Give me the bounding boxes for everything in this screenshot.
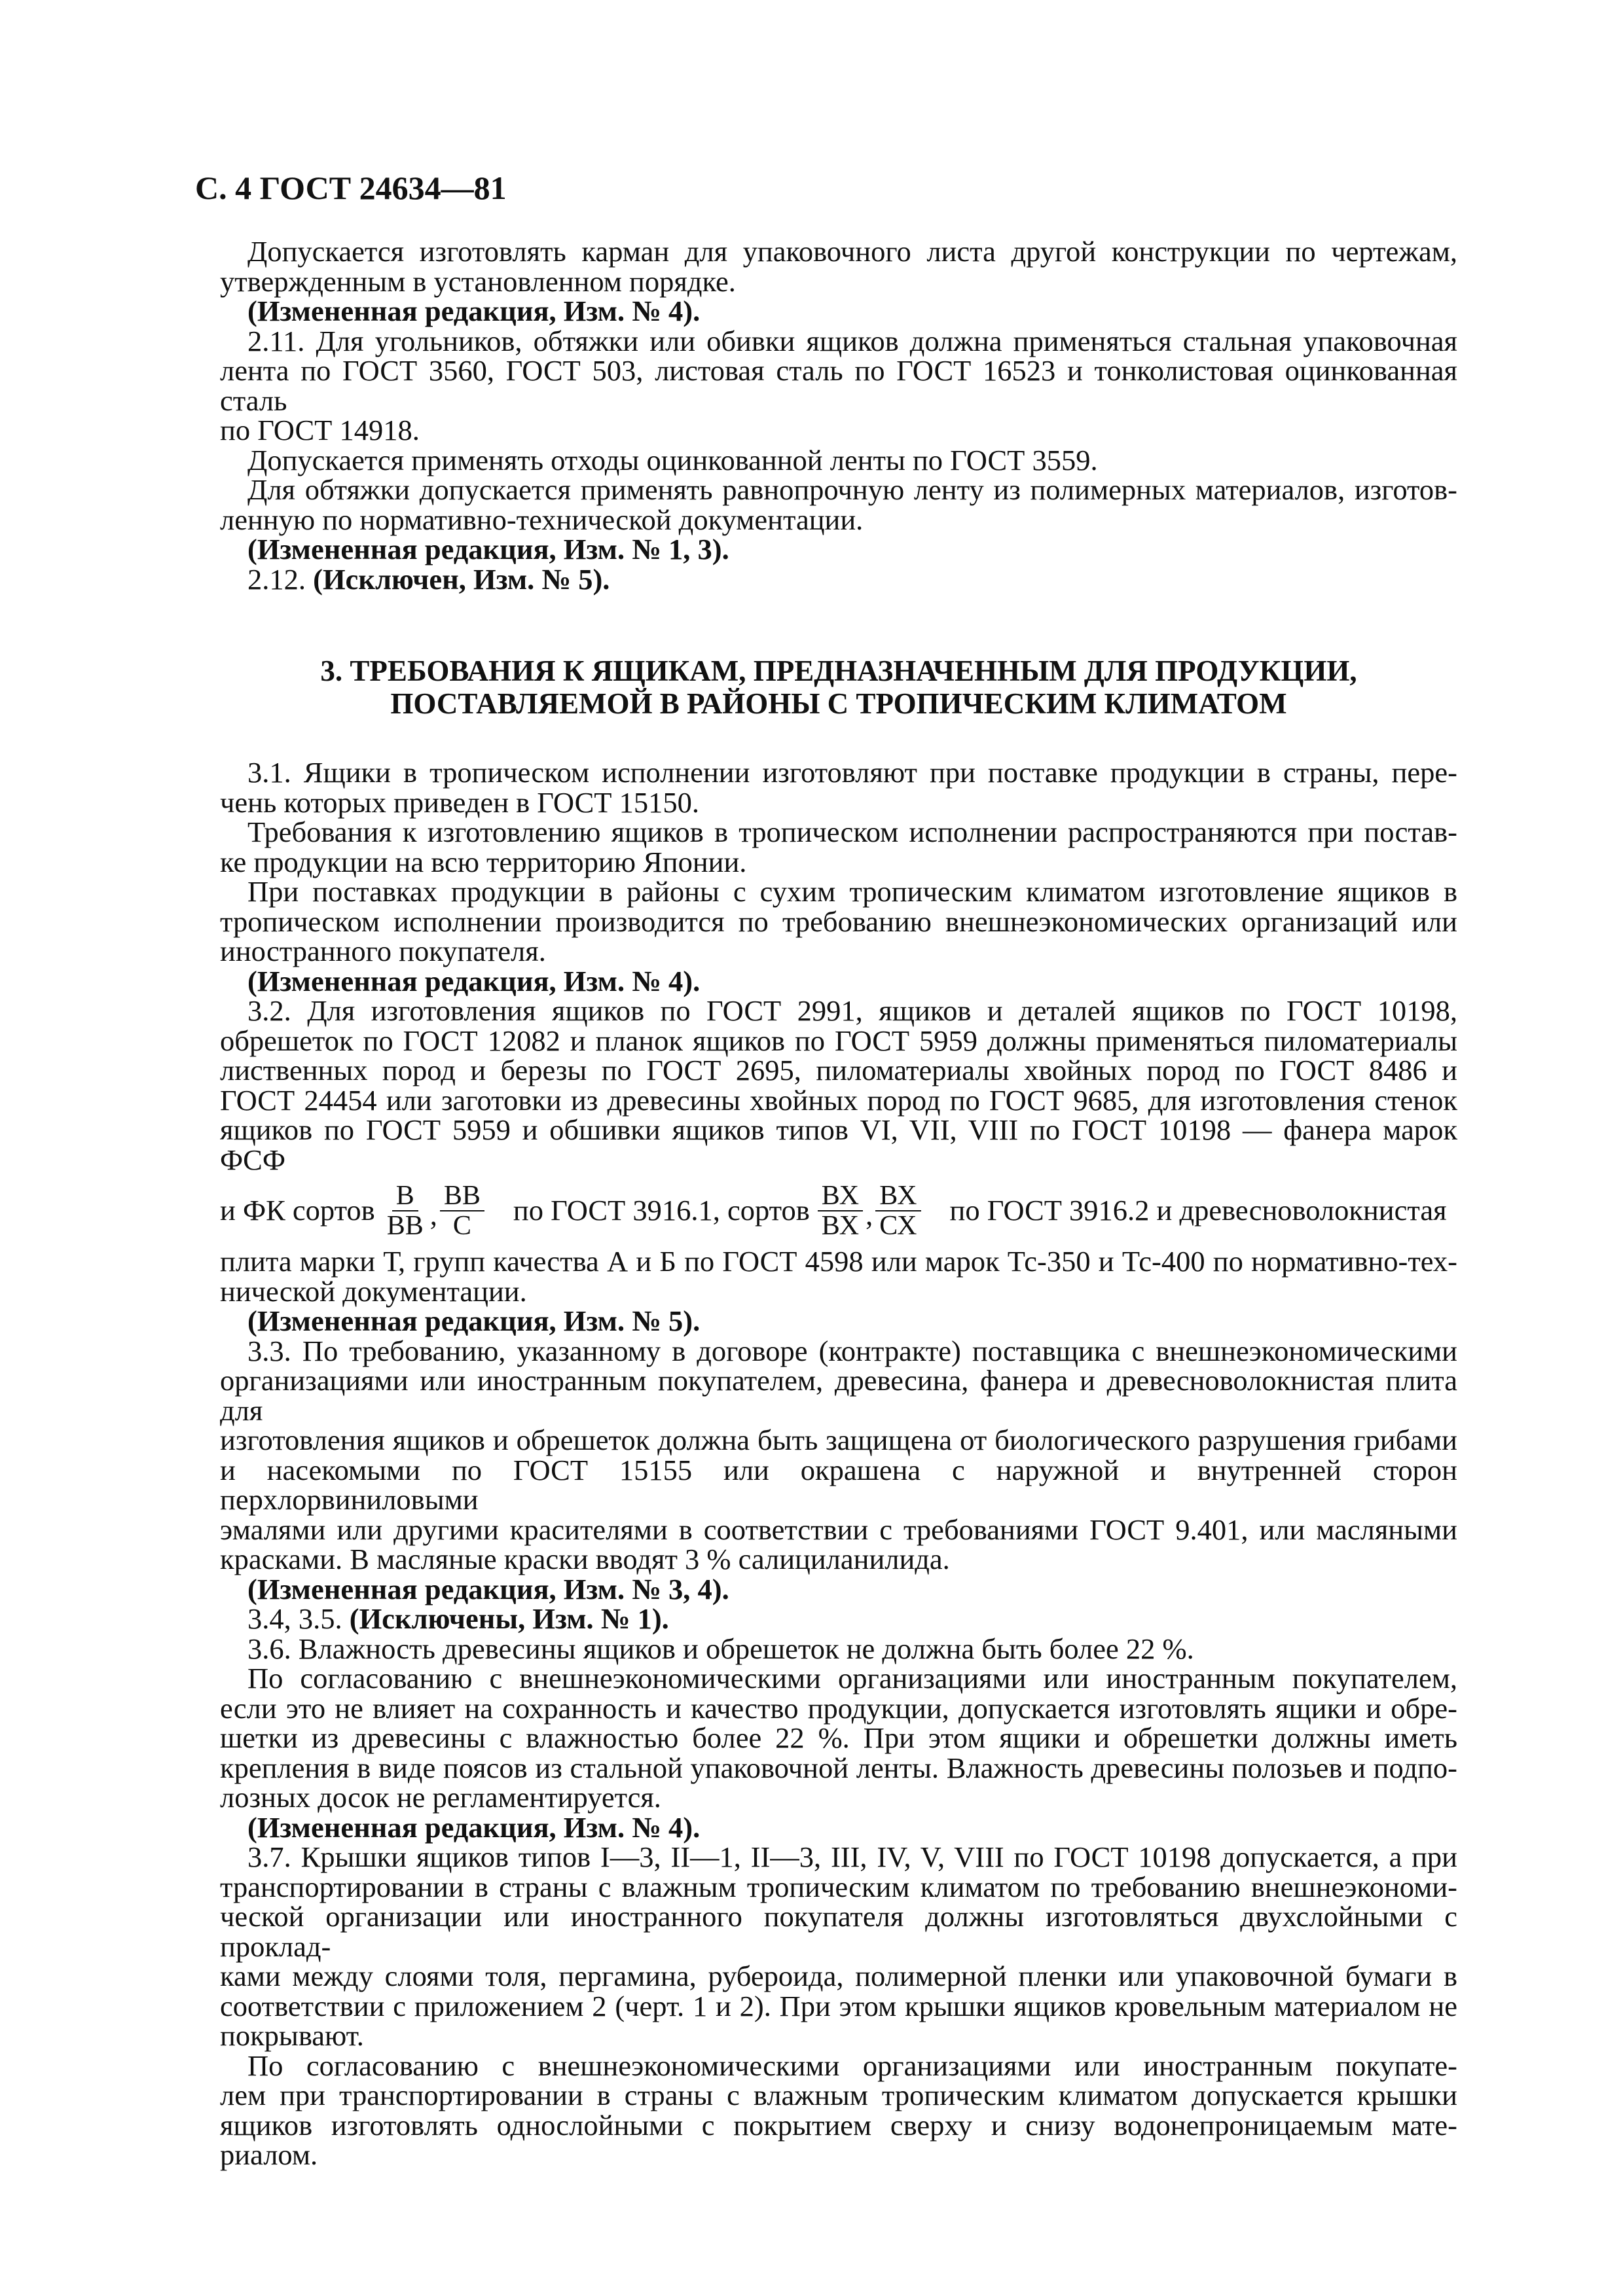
clause-3-1-line: При поставках продукции в районы с сухим тропическим климатом изготовление ящиков в: [247, 875, 1457, 908]
clause-3-4-3-5-text: (Исключены, Изм. № 1).: [349, 1602, 669, 1635]
clause-2-11-line: Для обтяжки допускается применять равнопрочную ленту из полимерных материалов, изготов-: [247, 473, 1457, 506]
clause-3-3-line: изготовления ящиков и обрешеток должна быть защищена от биологического разрушения грибами: [220, 1424, 1457, 1456]
page-header: С. 4 ГОСТ 24634—81: [195, 170, 507, 206]
clause-2-12: [220, 562, 1457, 596]
clause-2-11-line: 2.11. Для угольников, обтяжки или обивки ящиков должна применяться стальная упаковочная: [247, 324, 1457, 357]
paragraph-line: Допускается изготовлять карман для упаковочного листа другой конструкции по чертежам,: [247, 235, 1457, 268]
clause-3-6-line: если это не влияет на сохранность и качество продукции, допускается изготовлять ящики и обре-: [220, 1691, 1457, 1725]
clause-3-1-line: ке продукции на всю территорию Японии.: [220, 845, 747, 878]
clause-3-7-line: покрывают.: [220, 2019, 364, 2052]
clause-3-2-fraction-line: [220, 1175, 1457, 1247]
fraction-separator: ,: [429, 1198, 437, 1231]
clause-3-1-line: тропическом исполнении производится по требованию внешнеэкономических организаций или: [220, 905, 1457, 938]
clause-3-2-line: лиственных пород и березы по ГОСТ 2695, пиломатериалы хвойных пород по ГОСТ 8486 и: [220, 1054, 1457, 1086]
clause-3-2-line: ящиков по ГОСТ 5959 и обшивки ящиков типов VI, VII, VIII по ГОСТ 10198 — фанера марок ФСФ: [220, 1113, 1457, 1176]
clause-3-7-line: 3.7. Крышки ящиков типов I—3, II—1, II—3, III, IV, V, VIII по ГОСТ 10198 допускается, а при: [247, 1840, 1457, 1873]
clause-number: 2.12.: [247, 562, 306, 596]
paragraph-line: утвержденным в установленном порядке.: [220, 264, 736, 298]
amendment-note: (Измененная редакция, Изм. № 4).: [247, 295, 701, 327]
fraction-denominator: ВХ: [821, 1211, 860, 1241]
clause-3-7-line: соответствии с приложением 2 (черт. 1 и 2). При этом крышки ящиков кровельным материалом не: [220, 1989, 1457, 2022]
clause-3-6-line: крепления в виде поясов из стальной упаковочной ленты. Влажность древесины полозьев и подпо-: [220, 1751, 1457, 1784]
clause-2-11-line: лента по ГОСТ 3560, ГОСТ 503, листовая сталь по ГОСТ 16523 и тонколистовая оцинкованная сталь: [220, 354, 1457, 417]
clause-3-1-line: 3.1. Ящики в тропическом исполнении изготовляют при поставке продукции в страны, пере-: [247, 756, 1457, 789]
section-3-title: [220, 655, 1457, 720]
amendment-note: (Измененная редакция, Изм. № 4).: [247, 1810, 701, 1844]
fraction-denominator: ВВ: [386, 1211, 424, 1241]
document-body: [220, 237, 1457, 2170]
clause-3-3-line: красками. В масляные краски вводят 3 % салициланилида.: [220, 1543, 950, 1575]
clause-3-1-line: чень которых приведен в ГОСТ 15150.: [220, 785, 699, 819]
fraction-numerator: ВХ: [875, 1181, 921, 1211]
fraction-grade: [440, 1181, 484, 1240]
amendment-note: (Измененная редакция, Изм. № 5).: [247, 1304, 701, 1337]
amendment-note: (Измененная редакция, Изм. № 3, 4).: [247, 1572, 729, 1605]
clause-3-6-line: лозных досок не регламентируется.: [220, 1781, 661, 1814]
clause-2-11-line: ленную по нормативно-технической документации.: [220, 503, 864, 536]
fraction-line-text: и ФК сортов: [220, 1194, 375, 1227]
fraction-denominator: СХ: [879, 1211, 917, 1241]
clause-3-1-line: иностранного покупателя.: [220, 935, 546, 967]
clause-2-11-line: Допускается применять отходы оцинкованной ленты по ГОСТ 3559.: [247, 443, 1098, 476]
clause-3-7-line: риалом.: [220, 2138, 318, 2171]
clause-3-7-line: По согласованию с внешнеэкономическими организациями или иностранным покупате-: [247, 2049, 1457, 2082]
clause-3-3-line: 3.3. По требованию, указанному в договоре (контракте) поставщика с внешнеэкономическими: [247, 1334, 1457, 1367]
clause-3-4-3-5: [220, 1604, 1457, 1634]
clause-3-2-line: ГОСТ 24454 или заготовки из древесины хвойных пород по ГОСТ 9685, для изготовления стенок: [220, 1083, 1457, 1117]
fraction-grade: [383, 1181, 428, 1240]
section-title-line: ПОСТАВЛЯЕМОЙ В РАЙОНЫ С ТРОПИЧЕСКИМ КЛИМАТОМ: [390, 687, 1287, 720]
clause-3-7-line: ками между слоями толя, пергамина, рубероида, полимерной пленки или упаковочной бумаги в: [220, 1960, 1457, 1992]
fraction-numerator: ВВ: [440, 1181, 484, 1211]
amendment-note: (Измененная редакция, Изм. № 1, 3).: [247, 533, 729, 565]
fraction-grade: [818, 1181, 863, 1240]
clause-3-3-line: эмалями или другими красителями в соответствии с требованиями ГОСТ 9.401, или масляными: [220, 1513, 1457, 1546]
clause-3-6-line: 3.6. Влажность древесины ящиков и обрешеток не должна быть более 22 %.: [247, 1632, 1194, 1665]
clause-3-2-line: нической документации.: [220, 1274, 527, 1308]
clause-3-6-line: шетки из древесины с влажностью более 22 %. При этом ящики и обрешетки должны иметь: [220, 1721, 1457, 1754]
clause-3-7-line: транспортировании в страны с влажным тропическим климатом по требованию внешнеэкономи-: [220, 1870, 1457, 1903]
fraction-line-text: по ГОСТ 3916.1, сортов: [513, 1194, 810, 1227]
clause-3-1-line: Требования к изготовлению ящиков в тропическом исполнении распространяются при постав-: [247, 816, 1457, 848]
fraction-denominator: С: [452, 1211, 471, 1241]
amendment-note: (Измененная редакция, Изм. № 4).: [247, 964, 701, 997]
clause-3-3-line: организациями или иностранным покупателем, древесина, фанера и древесноволокнистая плита для: [220, 1364, 1457, 1427]
clause-3-2-line: 3.2. Для изготовления ящиков по ГОСТ 2991, ящиков и деталей ящиков по ГОСТ 10198,: [247, 994, 1457, 1027]
clause-2-11-line: по ГОСТ 14918.: [220, 414, 420, 446]
clause-3-6-line: По согласованию с внешнеэкономическими организациями или иностранным покупателем,: [247, 1662, 1457, 1695]
clause-3-7-line: ящиков изготовлять однослойными с покрытием сверху и снизу водонепроницаемым мате-: [220, 2108, 1457, 2142]
clause-2-12-text: (Исключен, Изм. № 5).: [313, 562, 610, 596]
clause-3-2-line: плита марки Т, групп качества А и Б по ГОСТ 4598 или марок Тс-350 и Тс-400 по нормативно-тех-: [220, 1245, 1457, 1278]
clause-3-7-line: ческой организации или иностранного покупателя должны изготовляться двухслойными с проклад-: [220, 1900, 1457, 1963]
fraction-numerator: ВХ: [818, 1181, 863, 1211]
fraction-numerator: В: [392, 1181, 418, 1211]
section-title-line: 3. ТРЕБОВАНИЯ К ЯЩИКАМ, ПРЕДНАЗНАЧЕННЫМ ДЛЯ ПРОДУКЦИИ,: [320, 655, 1357, 687]
clause-3-3-line: и насекомыми по ГОСТ 15155 или окрашена с наружной и внутренней сторон перхлорвиниловыми: [220, 1453, 1457, 1516]
fraction-grade: [875, 1181, 921, 1240]
clause-3-7-line: лем при транспортировании в страны с влажным тропическим климатом допускается крышки: [220, 2079, 1457, 2111]
clause-number: 3.4, 3.5.: [247, 1602, 342, 1635]
fraction-separator: ,: [866, 1198, 873, 1231]
clause-3-2-line: обрешеток по ГОСТ 12082 и планок ящиков по ГОСТ 5959 должны применяться пиломатериалы: [220, 1024, 1457, 1057]
fraction-line-text: по ГОСТ 3916.2 и древесноволокнистая: [949, 1194, 1447, 1227]
